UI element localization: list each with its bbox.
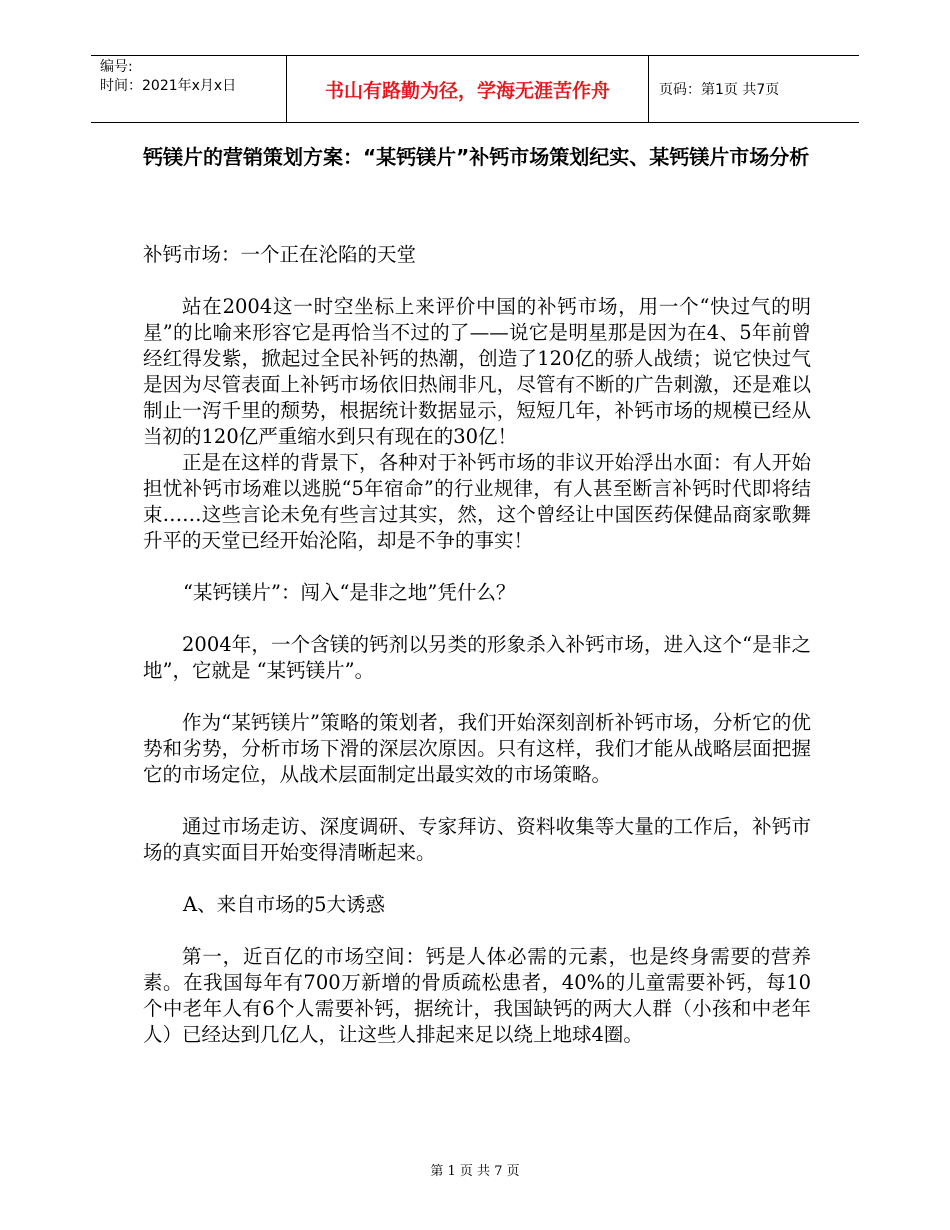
- paragraph: 第一，近百亿的市场空间：钙是人体必需的元素，也是终身需要的营养素。在我国每年有700万新增的骨质疏松患者，40%的儿童需要补钙，每10个中老年人有6个人需要补钙，据统计，我国缺钙的两大人群（小孩和中老年人）已经达到几亿人，让这些人排起来足以绕上地球4圈。: [143, 945, 811, 1046]
- paragraph: 站在2004这一时空坐标上来评价中国的补钙市场，用一个“快过气的明星”的比喻来形容它是再恰当不过的了——说它是明星那是因为在4、5年前曾经红得发紫，掀起过全民补钙的热潮，创造了120亿的骄人战绩；说它快过气是因为尽管表面上补钙市场依旧热闹非凡，尽管有不断的广告刺激，还是难以制止一泻千里的颓势，根据统计数据显示，短短几年，补钙市场的规模已经从当初的120亿严重缩水到只有现在的30亿！: [143, 295, 811, 448]
- page-header: [91, 55, 859, 123]
- document-body: [143, 242, 811, 1048]
- document-number-label: 编号:: [100, 59, 133, 75]
- paragraph: 通过市场走访、深度调研、专家拜访、资料收集等大量的工作后，补钙市场的真实面目开始变得清晰起来。: [143, 815, 811, 864]
- header-meta: [100, 58, 236, 96]
- header-motto: 书山有路勤为径，学海无涯苦作舟: [286, 56, 649, 122]
- section-heading: “某钙镁片”：闯入“是非之地”凭什么？: [183, 581, 516, 604]
- paragraph: 作为“某钙镁片”策略的策划者，我们开始深刻剖析补钙市场，分析它的优势和劣势，分析市场下滑的深层次原因。只有这样，我们才能从战略层面把握它的市场定位，从战术层面制定出最实效的市场策略。: [143, 711, 811, 786]
- document-time-label: 时间：2021年x月x日: [100, 78, 237, 94]
- section-heading: A、来自市场的5大诱惑: [183, 893, 385, 916]
- paragraph: 2004年，一个含镁的钙剂以另类的形象杀入补钙市场，进入这个“是非之地”，它就是 “某钙镁片”。: [143, 633, 811, 682]
- page-footer: 第 1 页 共 7 页: [430, 1164, 520, 1179]
- header-page-info: 页码：第1页 共7页: [659, 82, 780, 98]
- section-heading: 补钙市场：一个正在沦陷的天堂: [143, 243, 417, 266]
- document-title: 钙镁片的营销策划方案：“某钙镁片”补钙市场策划纪实、某钙镁片市场分析: [143, 145, 810, 169]
- paragraph: 正是在这样的背景下，各种对于补钙市场的非议开始浮出水面：有人开始担忧补钙市场难以逃脱“5年宿命”的行业规律，有人甚至断言补钙时代即将结束……这些言论未免有些言过其实，然，这个曾经让中国医药保健品商家歌舞升平的天堂已经开始沦陷，却是不争的事实！: [143, 451, 811, 552]
